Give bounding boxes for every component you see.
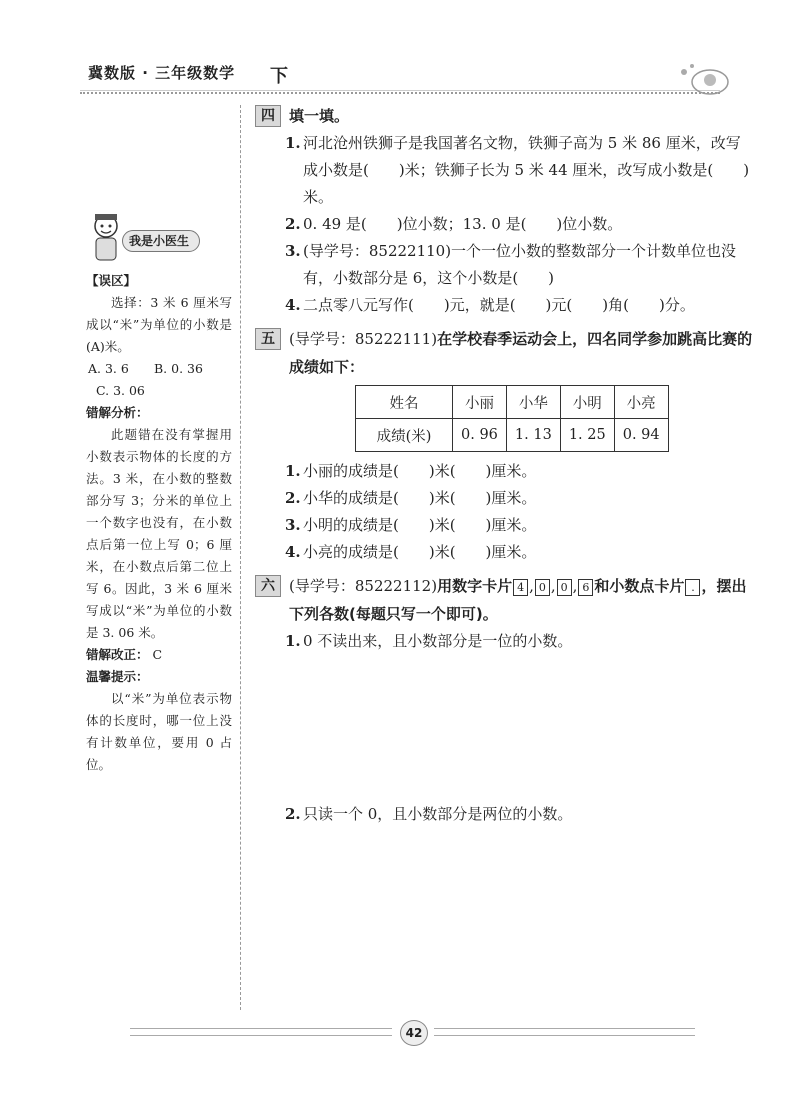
list-item: 2. 0. 49 是( )位小数；13. 0 是( )位小数。 — [285, 215, 623, 233]
header-wave — [80, 90, 720, 97]
digit-card: 0 — [557, 579, 572, 596]
list-item: 3. 小明的成绩是( )米( )厘米。 — [285, 516, 537, 534]
tip-text: 以“米”为单位表示物体的长度时，哪一位上没有计数单位，要用 0 占位。 — [86, 691, 232, 772]
footer-rule-right — [434, 1028, 695, 1036]
scores-table — [355, 385, 669, 452]
option-b: B. 0. 36 — [154, 361, 203, 376]
page-header — [0, 0, 800, 100]
list-item: 1. 0 不读出来，且小数部分是一位的小数。 — [285, 632, 573, 650]
point-card: . — [685, 579, 700, 596]
list-item: 4. 小亮的成绩是( )米( )厘米。 — [285, 543, 537, 561]
list-item: 3. (导学号：85222110)一个一位小数的整数部分一个计数单位也没有，小数部分是 6，这个小数是( ) — [285, 242, 737, 287]
main-content — [255, 100, 755, 828]
badge-label: 我是小医生 — [122, 230, 200, 252]
list-item: 2. 只读一个 0，且小数部分是两位的小数。 — [285, 805, 573, 823]
section-4-number: 四 — [255, 105, 281, 127]
volume-label: 下 — [270, 66, 288, 87]
list-item: 1. 小丽的成绩是( )米( )厘米。 — [285, 462, 537, 480]
table-row: 成绩(米) 0. 96 1. 13 1. 25 0. 94 — [356, 419, 669, 452]
section-6-code: (导学号：85222112) — [289, 577, 438, 595]
error-options — [86, 358, 232, 402]
section-5-number: 五 — [255, 328, 281, 350]
section-5-code: (导学号：85222111) — [289, 330, 438, 348]
table-row: 姓名 小丽 小华 小明 小亮 — [356, 386, 669, 419]
section-5-heading: 在学校春季运动会上，四名同学参加跳高比赛的成绩如下： — [289, 330, 753, 376]
section-4-heading: 填一填。 — [289, 107, 350, 125]
error-label: 【误区】 — [86, 273, 137, 288]
section-6-title: 六 (导学号：85222112)用数字卡片 4 , 0 , 0 , 6 和小数点卡片 . ，摆出下列各数(每题只写一个即可)。 — [255, 572, 755, 628]
correction-value: C — [152, 647, 163, 662]
section-6-number: 六 — [255, 575, 281, 597]
section-4-title — [255, 102, 755, 130]
book-title: 冀数版 · 三年级数学 — [88, 64, 236, 82]
option-c: C. 3. 06 — [96, 383, 145, 398]
mascot-icon — [672, 58, 730, 96]
digit-card: 6 — [578, 579, 593, 596]
footer-rule-left — [130, 1028, 392, 1036]
list-item: 2. 小华的成绩是( )米( )厘米。 — [285, 489, 537, 507]
list-item: 4. 二点零八元写作( )元，就是( )元( )角( )分。 — [285, 296, 695, 314]
sidebar-tips — [86, 212, 232, 776]
answer-space — [255, 655, 755, 801]
page-number: 42 — [400, 1020, 428, 1046]
section-5-title — [255, 325, 755, 381]
doctor-badge — [86, 212, 226, 264]
doctor-icon — [86, 212, 126, 264]
page-footer — [130, 1020, 695, 1050]
error-question: 选择：3 米 6 厘米写成以“米”为单位的小数是(A)米。 — [86, 295, 232, 354]
digit-card: 0 — [535, 579, 550, 596]
tip-label: 温馨提示： — [86, 669, 149, 684]
analysis-text: 此题错在没有掌握用小数表示物体的长度的方法。3 米，在小数的整数部分写 3；分米的单位上一个数字也没有，在小数点后第一位上写 0；6 厘米，在小数点后第二位上写 6。因此，3 米 6 厘米写成以“米”为单位的小数是 3. 06 米。 — [86, 427, 232, 640]
list-item: 1. 河北沧州铁狮子是我国著名文物，铁狮子高为 5 米 86 厘米，改写成小数是( )米；铁狮子长为 5 米 44 厘米，改写成小数是( )米。 — [285, 134, 750, 206]
digit-card: 4 — [513, 579, 528, 596]
analysis-label: 错解分析： — [86, 405, 149, 420]
option-a: A. 3. 6 — [88, 361, 129, 376]
correction-label: 错解改正： — [86, 647, 149, 662]
column-divider — [240, 105, 241, 1010]
